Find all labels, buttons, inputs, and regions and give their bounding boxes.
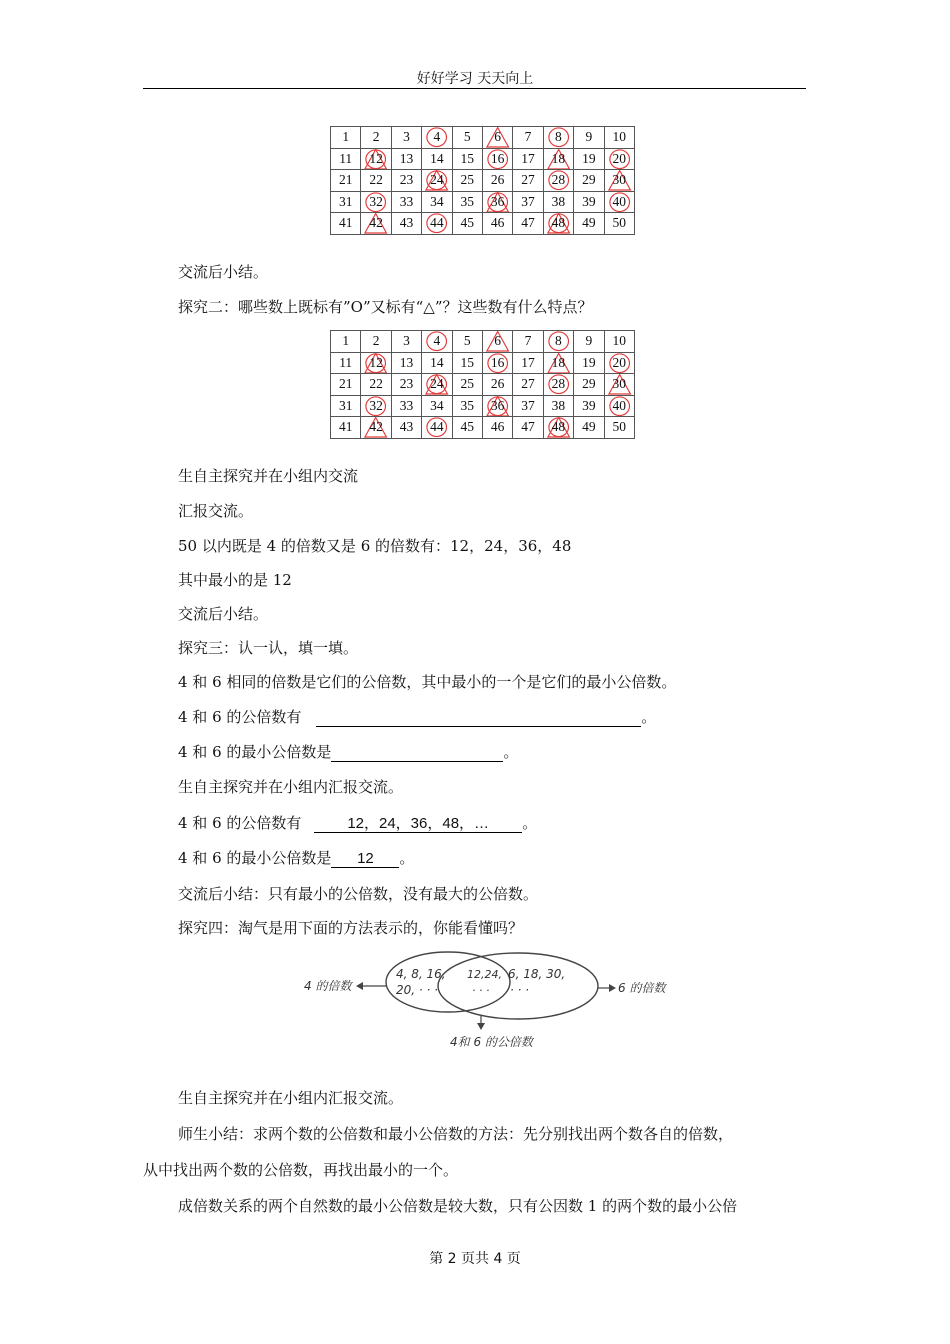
grid-cell — [543, 352, 573, 374]
grid-cell — [513, 213, 543, 235]
grid-number: 35 — [460, 193, 474, 209]
text-line: 50 以内既是 4 的倍数又是 6 的倍数有：12，24，36，48 — [178, 537, 572, 555]
grid-cell — [452, 374, 482, 396]
grid-number: 39 — [582, 397, 596, 413]
venn-right-values-2: · · · — [510, 983, 530, 997]
grid-number: 17 — [521, 150, 535, 166]
grid-number: 37 — [521, 193, 535, 209]
text-line: 交流后小结。 — [178, 263, 269, 281]
grid-row — [331, 395, 635, 417]
grid-cell — [513, 352, 543, 374]
venn-right-label: 6 的倍数 — [618, 981, 666, 995]
page-header: 好好学习 天天向上 — [416, 71, 534, 87]
grid-number: 26 — [490, 172, 505, 188]
grid-number: 14 — [430, 150, 444, 166]
grid-cell — [391, 352, 421, 374]
grid-cell — [422, 191, 452, 213]
grid-number: 13 — [399, 150, 414, 166]
grid-row — [331, 417, 635, 439]
grid-cell — [452, 127, 482, 149]
grid-number: 23 — [399, 172, 414, 188]
grid-number: 47 — [521, 419, 535, 435]
text-line: 生自主探究并在小组内汇报交流。 — [178, 778, 404, 796]
grid-row — [331, 374, 635, 396]
grid-number: 48 — [551, 215, 566, 231]
grid-cell — [422, 395, 452, 417]
grid-number: 2 — [372, 333, 380, 349]
grid-number: 38 — [551, 193, 566, 209]
grid-cell — [452, 213, 482, 235]
grid-cell — [391, 127, 421, 149]
grid-cell — [574, 170, 604, 192]
venn-mid-values-2: · · · — [472, 984, 490, 997]
grid-cell — [604, 331, 634, 353]
grid-number: 19 — [582, 354, 596, 370]
grid-row — [331, 331, 635, 353]
venn-mid-values-1: 12,24, — [467, 968, 502, 981]
grid-cell — [513, 395, 543, 417]
grid-number: 21 — [338, 172, 353, 188]
grid-row — [331, 191, 635, 213]
grid-number: 20 — [612, 354, 626, 370]
grid-cell — [543, 417, 573, 439]
grid-cell — [513, 127, 543, 149]
bottom-arrowhead — [477, 1023, 485, 1030]
fill-prefix: 4 和 6 的最小公倍数是 — [178, 849, 332, 867]
fill-prefix: 4 和 6 的公倍数有 — [178, 814, 302, 832]
grid-cell — [452, 331, 482, 353]
grid-number: 18 — [551, 150, 566, 166]
grid-cell — [331, 127, 361, 149]
grid-cell — [331, 395, 361, 417]
grid-number: 16 — [490, 354, 505, 370]
page-footer: 第 2 页共 4 页 — [429, 1251, 521, 1267]
grid-number: 31 — [338, 397, 353, 413]
blank-field[interactable] — [316, 708, 641, 727]
grid-number: 46 — [490, 215, 505, 231]
grid-number: 13 — [399, 354, 414, 370]
grid-cell — [391, 148, 421, 170]
grid-number: 25 — [460, 172, 474, 188]
grid-cell — [482, 170, 512, 192]
grid-number: 38 — [551, 397, 566, 413]
grid-cell — [513, 170, 543, 192]
grid-number: 20 — [612, 150, 626, 166]
grid-cell — [391, 213, 421, 235]
grid-number: 1 — [342, 333, 350, 349]
text-line: 探究二：哪些数上既标有”O”又标有“△”？这些数有什么特点？ — [178, 298, 593, 316]
grid-number: 39 — [582, 193, 596, 209]
answer-line — [178, 848, 414, 868]
grid-cell — [391, 170, 421, 192]
grid-number: 29 — [582, 172, 596, 188]
grid-number: 14 — [430, 354, 444, 370]
fill-blank-line — [178, 707, 656, 727]
grid-number: 45 — [460, 215, 474, 231]
grid-number: 28 — [551, 172, 566, 188]
number-grid-1 — [330, 126, 635, 235]
grid-row — [331, 148, 635, 170]
text-line: 从中找出两个数的公倍数，再找出最小的一个。 — [143, 1161, 459, 1179]
grid-row — [331, 127, 635, 149]
grid-number: 6 — [494, 333, 502, 349]
grid-cell — [513, 331, 543, 353]
grid-cell — [543, 213, 573, 235]
fill-suffix: 。 — [641, 708, 657, 726]
grid-cell — [513, 148, 543, 170]
grid-row — [331, 213, 635, 235]
grid-number: 8 — [555, 333, 562, 349]
grid-cell — [482, 374, 512, 396]
grid-cell — [361, 417, 391, 439]
grid-cell — [391, 331, 421, 353]
grid-number: 50 — [612, 419, 626, 435]
grid-number: 1 — [342, 129, 350, 145]
grid-number: 50 — [612, 215, 626, 231]
grid-number: 29 — [582, 376, 596, 392]
grid-cell — [331, 170, 361, 192]
grid-number: 16 — [490, 150, 505, 166]
grid-cell — [482, 213, 512, 235]
grid-number: 49 — [582, 419, 596, 435]
grid-number: 2 — [372, 129, 380, 145]
grid-number: 43 — [399, 215, 414, 231]
grid-cell — [422, 127, 452, 149]
grid-number: 42 — [369, 419, 383, 435]
grid-number: 5 — [463, 129, 471, 145]
grid-number: 48 — [551, 419, 566, 435]
grid-cell — [604, 374, 634, 396]
venn-right-values-1: 6, 18, 30, — [508, 967, 566, 981]
grid-number: 24 — [430, 376, 444, 392]
grid-cell — [574, 331, 604, 353]
grid-cell — [604, 191, 634, 213]
grid-number: 3 — [403, 333, 410, 349]
grid-number: 18 — [551, 354, 566, 370]
grid-cell — [331, 331, 361, 353]
grid-cell — [543, 127, 573, 149]
grid-cell — [543, 170, 573, 192]
grid-number: 30 — [612, 376, 626, 392]
grid-number: 34 — [430, 397, 444, 413]
grid-cell — [391, 395, 421, 417]
text-line: 交流后小结：只有最小的公倍数，没有最大的公倍数。 — [178, 885, 539, 903]
grid-number: 7 — [524, 333, 532, 349]
venn-diagram — [300, 950, 680, 1060]
grid-cell — [604, 352, 634, 374]
grid-cell — [361, 127, 391, 149]
fill-suffix: 。 — [522, 814, 538, 832]
grid-number: 4 — [433, 333, 441, 349]
grid-cell — [422, 170, 452, 192]
grid-number: 30 — [612, 172, 626, 188]
grid-number: 11 — [339, 354, 353, 370]
text-line: 生自主探究并在小组内汇报交流。 — [178, 1089, 404, 1107]
grid-cell — [422, 417, 452, 439]
text-line: 其中最小的是 12 — [178, 571, 292, 589]
grid-cell — [604, 170, 634, 192]
text-line: 探究三：认一认，填一填。 — [178, 639, 359, 657]
grid-cell — [361, 395, 391, 417]
grid-cell — [391, 374, 421, 396]
grid-cell — [604, 127, 634, 149]
venn-bottom-label: 4和 6 的公倍数 — [450, 1035, 533, 1049]
grid-number: 28 — [551, 376, 566, 392]
grid-cell — [331, 148, 361, 170]
grid-cell — [604, 213, 634, 235]
grid-number: 36 — [490, 193, 505, 209]
grid-number: 40 — [612, 397, 626, 413]
grid-number: 10 — [612, 129, 626, 145]
grid-cell — [361, 170, 391, 192]
grid-cell — [452, 417, 482, 439]
grid-cell — [482, 148, 512, 170]
grid-cell — [331, 213, 361, 235]
grid-cell — [604, 395, 634, 417]
grid-number: 33 — [399, 397, 414, 413]
grid-number: 32 — [369, 193, 383, 209]
header-rule — [143, 88, 806, 89]
grid-number: 23 — [399, 376, 414, 392]
grid-number: 10 — [612, 333, 626, 349]
grid-cell — [361, 331, 391, 353]
right-arrowhead — [609, 984, 616, 992]
grid-number: 26 — [490, 376, 505, 392]
text-line: 探究四：淘气是用下面的方法表示的，你能看懂吗？ — [178, 919, 524, 937]
grid-cell — [361, 374, 391, 396]
grid-number: 9 — [585, 129, 593, 145]
grid-number: 46 — [490, 419, 505, 435]
grid-cell — [331, 352, 361, 374]
venn-left-values-1: 4, 8, 16, — [396, 967, 446, 981]
fill-prefix: 4 和 6 的公倍数有 — [178, 708, 302, 726]
blank-field[interactable] — [331, 743, 503, 762]
answer-line — [178, 813, 537, 833]
grid-number: 19 — [582, 150, 596, 166]
grid-cell — [574, 352, 604, 374]
grid-row — [331, 352, 635, 374]
grid-cell — [543, 148, 573, 170]
grid-number: 34 — [430, 193, 444, 209]
grid-cell — [361, 352, 391, 374]
grid-cell — [513, 417, 543, 439]
grid-cell — [574, 191, 604, 213]
grid-cell — [391, 417, 421, 439]
venn-left-label: 4 的倍数 — [304, 979, 352, 993]
grid-cell — [422, 374, 452, 396]
answer-field: 12，24，36，48，… — [314, 814, 522, 833]
grid-cell — [452, 148, 482, 170]
grid-cell — [331, 191, 361, 213]
grid-cell — [543, 395, 573, 417]
grid-number: 12 — [369, 354, 383, 370]
grid-number: 49 — [582, 215, 596, 231]
grid-number: 22 — [369, 172, 383, 188]
grid-cell — [482, 331, 512, 353]
grid-number: 15 — [460, 354, 474, 370]
grid-number: 41 — [338, 419, 353, 435]
grid-cell — [422, 331, 452, 353]
grid-cell — [482, 127, 512, 149]
grid-number: 33 — [399, 193, 414, 209]
text-line: 生自主探究并在小组内交流 — [178, 467, 359, 485]
text-line: 师生小结：求两个数的公倍数和最小公倍数的方法：先分别找出两个数各自的倍数， — [178, 1125, 734, 1143]
grid-number: 22 — [369, 376, 383, 392]
grid-number: 40 — [612, 193, 626, 209]
grid-cell — [452, 191, 482, 213]
grid-cell — [604, 417, 634, 439]
text-line: 成倍数关系的两个自然数的最小公倍数是较大数，只有公因数 1 的两个数的最小公倍 — [178, 1197, 738, 1215]
grid-number: 44 — [430, 419, 444, 435]
grid-number: 5 — [463, 333, 471, 349]
grid-cell — [331, 374, 361, 396]
grid-number: 6 — [494, 129, 502, 145]
grid-cell — [543, 331, 573, 353]
left-arrowhead — [356, 982, 363, 990]
grid-number: 43 — [399, 419, 414, 435]
grid-cell — [513, 374, 543, 396]
grid-cell — [574, 395, 604, 417]
grid-number: 42 — [369, 215, 383, 231]
grid-cell — [422, 352, 452, 374]
grid-cell — [391, 191, 421, 213]
grid-cell — [574, 374, 604, 396]
grid-number: 17 — [521, 354, 535, 370]
grid-cell — [574, 127, 604, 149]
number-grid-2 — [330, 330, 635, 439]
grid-number: 35 — [460, 397, 474, 413]
grid-number: 41 — [338, 215, 353, 231]
fill-prefix: 4 和 6 的最小公倍数是 — [178, 743, 332, 761]
grid-number: 47 — [521, 215, 535, 231]
grid-number: 37 — [521, 397, 535, 413]
grid-number: 36 — [490, 397, 505, 413]
grid-cell — [543, 191, 573, 213]
grid-number: 24 — [430, 172, 444, 188]
grid-number: 25 — [460, 376, 474, 392]
fill-blank-line — [178, 742, 518, 762]
grid-cell — [361, 191, 391, 213]
grid-number: 15 — [460, 150, 474, 166]
grid-cell — [452, 352, 482, 374]
grid-cell — [574, 213, 604, 235]
grid-number: 21 — [338, 376, 353, 392]
grid-cell — [482, 352, 512, 374]
grid-number: 31 — [338, 193, 353, 209]
grid-number: 32 — [369, 397, 383, 413]
grid-cell — [361, 213, 391, 235]
grid-cell — [422, 213, 452, 235]
grid-cell — [452, 395, 482, 417]
text-line: 交流后小结。 — [178, 605, 269, 623]
grid-number: 8 — [555, 129, 562, 145]
grid-number: 3 — [403, 129, 410, 145]
text-line: 汇报交流。 — [178, 502, 254, 520]
grid-cell — [604, 148, 634, 170]
grid-cell — [422, 148, 452, 170]
grid-number: 27 — [521, 376, 535, 392]
grid-number: 12 — [369, 150, 383, 166]
grid-cell — [574, 148, 604, 170]
grid-number: 9 — [585, 333, 593, 349]
grid-cell — [513, 191, 543, 213]
grid-cell — [331, 417, 361, 439]
grid-number: 44 — [430, 215, 444, 231]
grid-number: 11 — [339, 150, 353, 166]
answer-field: 12 — [331, 849, 399, 868]
grid-cell — [361, 148, 391, 170]
grid-cell — [482, 191, 512, 213]
grid-number: 27 — [521, 172, 535, 188]
grid-cell — [543, 374, 573, 396]
venn-left-values-2: 20, · · · — [396, 983, 438, 997]
grid-cell — [574, 417, 604, 439]
fill-suffix: 。 — [399, 849, 415, 867]
grid-number: 4 — [433, 129, 441, 145]
fill-suffix: 。 — [503, 743, 519, 761]
grid-row — [331, 170, 635, 192]
grid-number: 45 — [460, 419, 474, 435]
grid-number: 7 — [524, 129, 532, 145]
grid-cell — [482, 417, 512, 439]
grid-cell — [482, 395, 512, 417]
text-line: 4 和 6 相同的倍数是它们的公倍数，其中最小的一个是它们的最小公倍数。 — [178, 673, 677, 691]
grid-cell — [452, 170, 482, 192]
